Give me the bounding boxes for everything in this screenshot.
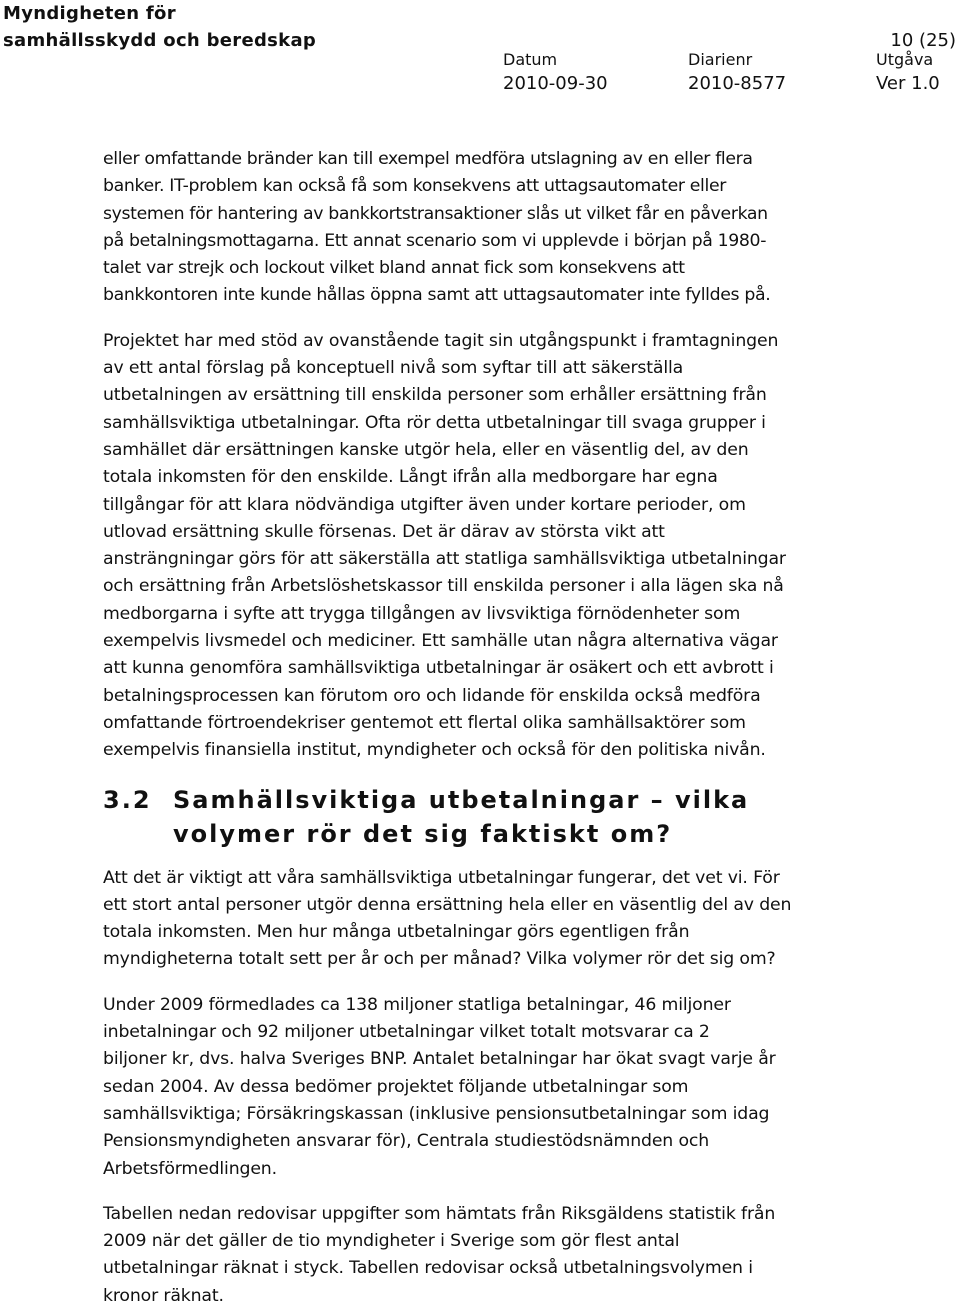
- text-line: på betalningsmottagarna. Ett annat scenario som vi upplevde i början på 1980-: [103, 230, 767, 251]
- section-title-line-2: volymer rör det sig faktiskt om?: [173, 819, 673, 848]
- meta-datum: [503, 48, 608, 96]
- text-line: samhället där ersättningen kanske utgör hela, eller en väsentlig del, av den: [103, 439, 749, 460]
- text-line: tillgångar för att klara nödvändiga utgifter även under kortare perioder, om: [103, 494, 746, 515]
- meta-diarienr: [688, 48, 786, 96]
- page-number: 10 (25): [890, 30, 956, 51]
- paragraph-3: [103, 865, 803, 974]
- text-line: eller omfattande bränder kan till exempel medföra utslagning av en eller flera: [103, 149, 753, 169]
- section-heading: [103, 783, 803, 851]
- paragraph-4: [103, 992, 803, 1183]
- text-line: biljoner kr, dvs. halva Sveriges BNP. Antalet betalningar har ökat svagt varje år: [103, 1049, 776, 1070]
- utgava-label: Utgåva: [876, 50, 934, 69]
- text-line: bankkontoren inte kunde hållas öppna samt att uttagsautomater inte fylldes på.: [103, 285, 771, 306]
- text-line: Att det är viktigt att våra samhällsviktiga utbetalningar fungerar, det vet vi. För: [103, 867, 780, 888]
- organization-name-line-1: Myndigheten för: [3, 3, 176, 24]
- diarienr-value: 2010-8577: [688, 73, 787, 94]
- utgava-value: Ver 1.0: [876, 73, 940, 94]
- datum-value: 2010-09-30: [503, 73, 608, 94]
- text-line: att kunna genomföra samhällsviktiga utbetalningar är osäkert och ett avbrott i: [103, 658, 774, 679]
- text-line: talet var strejk och lockout vilket bland annat fick som konsekvens att: [103, 258, 685, 279]
- meta-utgava: [876, 48, 940, 96]
- text-line: betalningsprocessen kan förutom oro och lidande för enskilda också medföra: [103, 685, 761, 706]
- datum-label: Datum: [503, 50, 558, 69]
- text-line: och ersättning från Arbetslöshetskassor till enskilda personer i alla lägen ska nå: [103, 576, 784, 597]
- document-body: [103, 146, 803, 1310]
- text-line: banker. IT-problem kan också få som konsekvens att uttagsautomater eller: [103, 176, 726, 197]
- text-line: ett stort antal personer utgör denna ersättning hela eller en väsentlig del av den: [103, 894, 792, 915]
- organization-name-line-2: samhällsskydd och beredskap: [3, 30, 317, 51]
- text-line: utbetalningen av ersättning till enskilda personer som erhåller ersättning från: [103, 385, 767, 406]
- section-number: 3.2: [103, 785, 152, 814]
- document-header-organization: [3, 0, 316, 54]
- text-line: totala inkomsten för den enskilde. Långt ifrån alla medborgare har egna: [103, 467, 718, 488]
- text-line: 2009 när det gäller de tio myndigheter i Sverige som gör flest antal: [103, 1231, 680, 1252]
- text-line: totala inkomsten. Men hur många utbetalningar görs egentligen från: [103, 922, 690, 943]
- text-line: Projektet har med stöd av ovanstående tagit sin utgångspunkt i framtagningen: [103, 330, 779, 351]
- text-line: sedan 2004. Av dessa bedömer projektet följande utbetalningar som: [103, 1076, 689, 1097]
- paragraph-1: [103, 146, 803, 310]
- text-line: Under 2009 förmedlades ca 138 miljoner statliga betalningar, 46 miljoner: [103, 994, 731, 1015]
- text-line: exempelvis finansiella institut, myndigheter och också för den politiska nivån.: [103, 740, 766, 761]
- text-line: exempelvis livsmedel och mediciner. Ett samhälle utan några alternativa vägar: [103, 631, 778, 652]
- section-title-line-1: Samhällsviktiga utbetalningar – vilka: [173, 785, 750, 814]
- section-title: [173, 783, 803, 851]
- text-line: omfattande förtroendekriser gentemot ett flertal olika samhällsaktörer som: [103, 712, 746, 733]
- text-line: samhällsviktiga utbetalningar. Ofta rör detta utbetalningar till svaga grupper i: [103, 412, 766, 433]
- text-line: Tabellen nedan redovisar uppgifter som hämtats från Riksgäldens statistik från: [103, 1203, 776, 1224]
- text-line: systemen för hantering av bankkortstransaktioner slås ut vilket får en påverkan: [103, 203, 768, 224]
- text-line: utlovad ersättning skulle försenas. Det är därav av största vikt att: [103, 521, 665, 542]
- text-line: medborgarna i syfte att trygga tillgången av livsviktiga förnödenheter som: [103, 603, 741, 624]
- paragraph-5: [103, 1201, 803, 1310]
- text-line: utbetalningar räknat i styck. Tabellen redovisar också utbetalningsvolymen i: [103, 1258, 753, 1279]
- text-line: Pensionsmyndigheten ansvarar för), Centrala studiestödsnämnden och: [103, 1131, 710, 1152]
- text-line: myndigheterna totalt sett per år och per månad? Vilka volymer rör det sig om?: [103, 949, 776, 970]
- text-line: samhällsviktiga; Försäkringskassan (inklusive pensionsutbetalningar som idag: [103, 1103, 770, 1124]
- text-line: ansträngningar görs för att säkerställa att statliga samhällsviktiga utbetalningar: [103, 549, 786, 570]
- text-line: inbetalningar och 92 miljoner utbetalningar vilket totalt motsvarar ca 2: [103, 1022, 710, 1043]
- paragraph-2: [103, 328, 803, 765]
- diarienr-label: Diarienr: [688, 50, 753, 69]
- text-line: Arbetsförmedlingen.: [103, 1158, 277, 1179]
- text-line: av ett antal förslag på konceptuell nivå som syftar till att säkerställa: [103, 358, 684, 379]
- text-line: kronor räknat.: [103, 1285, 224, 1306]
